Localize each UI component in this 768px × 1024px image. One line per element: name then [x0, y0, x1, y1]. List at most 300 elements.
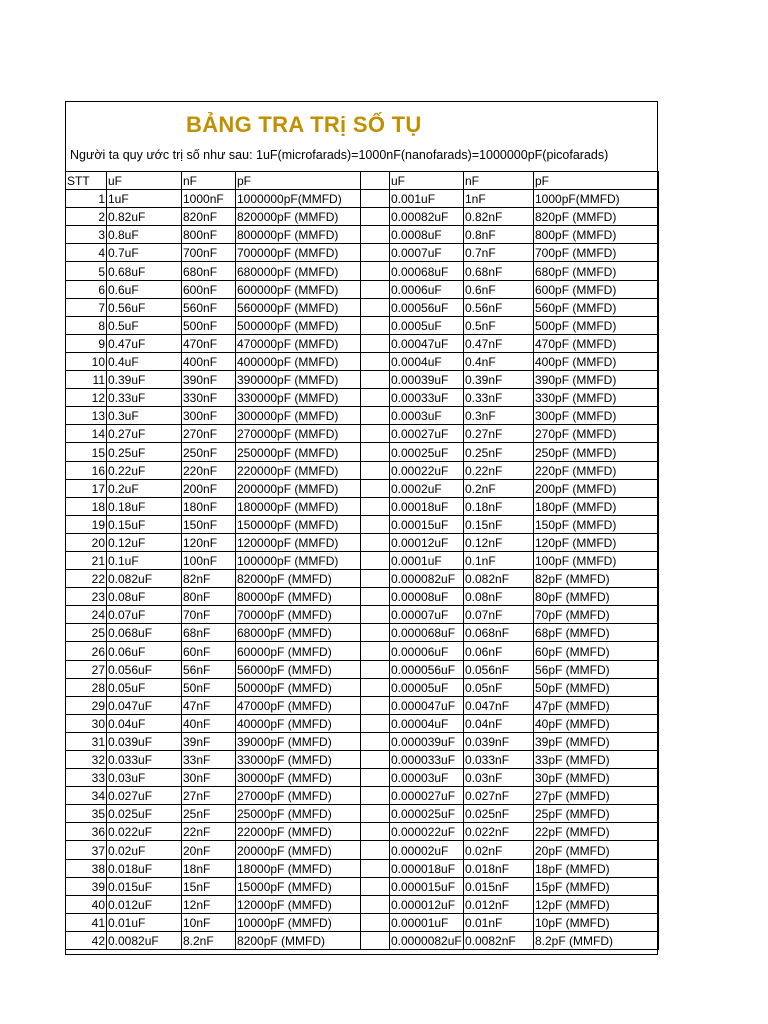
- cell-uf: 0.025uF: [107, 805, 182, 823]
- cell-pf-2: 30pF (MMFD): [534, 769, 659, 787]
- cell-pf-2: 180pF (MMFD): [534, 497, 659, 515]
- cell-stt: 14: [66, 425, 107, 443]
- cell-pf-2: 56pF (MMFD): [534, 660, 659, 678]
- table-row: [66, 859, 659, 877]
- cell-uf: 0.039uF: [107, 732, 182, 750]
- cell-stt: 27: [66, 660, 107, 678]
- cell-uf: 0.018uF: [107, 859, 182, 877]
- spacer-cell: [361, 769, 390, 787]
- cell-uf-2: 0.0005uF: [390, 316, 464, 334]
- cell-nf: 20nF: [182, 841, 236, 859]
- table-row: [66, 678, 659, 696]
- cell-uf: 1uF: [107, 190, 182, 208]
- cell-nf-2: 0.015nF: [464, 877, 534, 895]
- cell-pf-2: 15pF (MMFD): [534, 877, 659, 895]
- cell-pf-2: 10pF (MMFD): [534, 913, 659, 931]
- cell-pf: 50000pF (MMFD): [236, 678, 361, 696]
- cell-stt: 41: [66, 913, 107, 931]
- cell-uf: 0.022uF: [107, 823, 182, 841]
- cell-nf: 560nF: [182, 298, 236, 316]
- table-row: [66, 244, 659, 262]
- cell-pf: 560000pF (MMFD): [236, 298, 361, 316]
- spacer-cell: [361, 280, 390, 298]
- cell-stt: 33: [66, 769, 107, 787]
- table-row: [66, 624, 659, 642]
- cell-nf-2: 0.022nF: [464, 823, 534, 841]
- cell-nf: 220nF: [182, 461, 236, 479]
- table-header-row: [66, 172, 659, 190]
- cell-nf-2: 0.5nF: [464, 316, 534, 334]
- cell-pf: 120000pF (MMFD): [236, 533, 361, 551]
- cell-nf-2: 0.039nF: [464, 732, 534, 750]
- table-row: [66, 371, 659, 389]
- cell-pf: 56000pF (MMFD): [236, 660, 361, 678]
- cell-nf-2: 0.27nF: [464, 425, 534, 443]
- cell-pf-2: 560pF (MMFD): [534, 298, 659, 316]
- cell-pf: 8200pF (MMFD): [236, 931, 361, 949]
- table-row: [66, 732, 659, 750]
- cell-stt: 39: [66, 877, 107, 895]
- cell-uf-2: 0.00047uF: [390, 334, 464, 352]
- cell-pf-2: 100pF (MMFD): [534, 551, 659, 569]
- cell-nf-2: 0.047nF: [464, 696, 534, 714]
- cell-pf: 150000pF (MMFD): [236, 515, 361, 533]
- cell-uf: 0.082uF: [107, 570, 182, 588]
- table-row: [66, 823, 659, 841]
- cell-pf: 80000pF (MMFD): [236, 588, 361, 606]
- cell-pf: 10000pF (MMFD): [236, 913, 361, 931]
- cell-nf: 60nF: [182, 642, 236, 660]
- cell-pf-2: 120pF (MMFD): [534, 533, 659, 551]
- capacitor-table: [65, 171, 659, 950]
- cell-nf-2: 0.05nF: [464, 678, 534, 696]
- spacer-cell: [361, 533, 390, 551]
- cell-pf: 180000pF (MMFD): [236, 497, 361, 515]
- cell-uf-2: 0.00018uF: [390, 497, 464, 515]
- spacer-cell: [361, 190, 390, 208]
- cell-pf: 12000pF (MMFD): [236, 895, 361, 913]
- cell-nf-2: 0.033nF: [464, 751, 534, 769]
- cell-pf-2: 390pF (MMFD): [534, 371, 659, 389]
- table-row: [66, 606, 659, 624]
- cell-nf: 27nF: [182, 787, 236, 805]
- cell-stt: 4: [66, 244, 107, 262]
- cell-pf: 680000pF (MMFD): [236, 262, 361, 280]
- cell-pf-2: 680pF (MMFD): [534, 262, 659, 280]
- cell-uf: 0.8uF: [107, 226, 182, 244]
- cell-uf: 0.47uF: [107, 334, 182, 352]
- page-title: BẢNG TRA TRị SỐ TỤ: [186, 112, 422, 137]
- cell-uf: 0.08uF: [107, 588, 182, 606]
- cell-stt: 18: [66, 497, 107, 515]
- cell-pf-2: 82pF (MMFD): [534, 570, 659, 588]
- cell-stt: 38: [66, 859, 107, 877]
- cell-uf: 0.05uF: [107, 678, 182, 696]
- cell-pf-2: 700pF (MMFD): [534, 244, 659, 262]
- cell-uf-2: 0.00002uF: [390, 841, 464, 859]
- cell-pf: 68000pF (MMFD): [236, 624, 361, 642]
- cell-uf-2: 0.00082uF: [390, 208, 464, 226]
- table-row: [66, 407, 659, 425]
- cell-pf: 33000pF (MMFD): [236, 751, 361, 769]
- cell-uf-2: 0.000047uF: [390, 696, 464, 714]
- cell-nf: 270nF: [182, 425, 236, 443]
- cell-nf-2: 0.04nF: [464, 714, 534, 732]
- cell-stt: 11: [66, 371, 107, 389]
- cell-uf: 0.0082uF: [107, 931, 182, 949]
- cell-uf-2: 0.000056uF: [390, 660, 464, 678]
- cell-uf: 0.82uF: [107, 208, 182, 226]
- cell-uf-2: 0.00004uF: [390, 714, 464, 732]
- header-stt: STT: [66, 172, 107, 190]
- cell-uf: 0.068uF: [107, 624, 182, 642]
- cell-nf: 22nF: [182, 823, 236, 841]
- cell-uf-2: 0.0006uF: [390, 280, 464, 298]
- cell-nf: 180nF: [182, 497, 236, 515]
- cell-pf: 470000pF (MMFD): [236, 334, 361, 352]
- spacer-cell: [361, 751, 390, 769]
- cell-pf-2: 470pF (MMFD): [534, 334, 659, 352]
- cell-uf-2: 0.000012uF: [390, 895, 464, 913]
- cell-pf-2: 250pF (MMFD): [534, 443, 659, 461]
- cell-stt: 25: [66, 624, 107, 642]
- cell-pf-2: 800pF (MMFD): [534, 226, 659, 244]
- cell-nf-2: 0.1nF: [464, 551, 534, 569]
- cell-uf: 0.6uF: [107, 280, 182, 298]
- cell-uf-2: 0.00005uF: [390, 678, 464, 696]
- cell-stt: 17: [66, 479, 107, 497]
- cell-uf-2: 0.0001uF: [390, 551, 464, 569]
- cell-uf-2: 0.00022uF: [390, 461, 464, 479]
- cell-stt: 5: [66, 262, 107, 280]
- cell-nf-2: 0.01nF: [464, 913, 534, 931]
- spacer-cell: [361, 913, 390, 931]
- cell-nf-2: 0.39nF: [464, 371, 534, 389]
- cell-pf-2: 33pF (MMFD): [534, 751, 659, 769]
- cell-uf: 0.01uF: [107, 913, 182, 931]
- cell-stt: 36: [66, 823, 107, 841]
- spacer-cell: [361, 244, 390, 262]
- spacer-cell: [361, 208, 390, 226]
- cell-uf: 0.5uF: [107, 316, 182, 334]
- spacer-cell: [361, 443, 390, 461]
- cell-nf-2: 0.56nF: [464, 298, 534, 316]
- cell-nf-2: 0.33nF: [464, 389, 534, 407]
- cell-stt: 8: [66, 316, 107, 334]
- cell-nf: 400nF: [182, 352, 236, 370]
- cell-nf-2: 0.056nF: [464, 660, 534, 678]
- cell-nf: 70nF: [182, 606, 236, 624]
- cell-nf-2: 0.68nF: [464, 262, 534, 280]
- cell-stt: 31: [66, 732, 107, 750]
- cell-uf: 0.012uF: [107, 895, 182, 913]
- cell-pf: 25000pF (MMFD): [236, 805, 361, 823]
- cell-pf: 47000pF (MMFD): [236, 696, 361, 714]
- cell-pf: 20000pF (MMFD): [236, 841, 361, 859]
- cell-pf: 820000pF (MMFD): [236, 208, 361, 226]
- spacer-cell: [361, 389, 390, 407]
- cell-pf-2: 600pF (MMFD): [534, 280, 659, 298]
- cell-uf: 0.39uF: [107, 371, 182, 389]
- cell-pf: 27000pF (MMFD): [236, 787, 361, 805]
- table-row: [66, 515, 659, 533]
- table-row: [66, 805, 659, 823]
- table-row: [66, 787, 659, 805]
- table-row: [66, 660, 659, 678]
- cell-stt: 28: [66, 678, 107, 696]
- cell-pf: 100000pF (MMFD): [236, 551, 361, 569]
- cell-uf-2: 0.000027uF: [390, 787, 464, 805]
- cell-uf-2: 0.000022uF: [390, 823, 464, 841]
- cell-pf-2: 300pF (MMFD): [534, 407, 659, 425]
- spacer-cell: [361, 732, 390, 750]
- cell-pf: 800000pF (MMFD): [236, 226, 361, 244]
- table-row: [66, 551, 659, 569]
- cell-uf: 0.25uF: [107, 443, 182, 461]
- spacer-cell: [361, 172, 390, 190]
- cell-stt: 21: [66, 551, 107, 569]
- cell-pf: 220000pF (MMFD): [236, 461, 361, 479]
- cell-pf: 1000000pF(MMFD): [236, 190, 361, 208]
- cell-pf: 250000pF (MMFD): [236, 443, 361, 461]
- cell-stt: 2: [66, 208, 107, 226]
- cell-uf-2: 0.00025uF: [390, 443, 464, 461]
- header-nf: nF: [182, 172, 236, 190]
- table-row: [66, 316, 659, 334]
- cell-pf-2: 330pF (MMFD): [534, 389, 659, 407]
- cell-nf: 30nF: [182, 769, 236, 787]
- cell-pf-2: 80pF (MMFD): [534, 588, 659, 606]
- cell-pf: 15000pF (MMFD): [236, 877, 361, 895]
- spacer-cell: [361, 479, 390, 497]
- table-row: [66, 334, 659, 352]
- cell-uf-2: 0.00007uF: [390, 606, 464, 624]
- cell-pf-2: 12pF (MMFD): [534, 895, 659, 913]
- cell-uf-2: 0.0002uF: [390, 479, 464, 497]
- cell-pf: 400000pF (MMFD): [236, 352, 361, 370]
- table-row: [66, 208, 659, 226]
- cell-nf: 82nF: [182, 570, 236, 588]
- table-row: [66, 389, 659, 407]
- spacer-cell: [361, 624, 390, 642]
- cell-nf-2: 0.025nF: [464, 805, 534, 823]
- cell-nf-2: 0.25nF: [464, 443, 534, 461]
- spacer-cell: [361, 606, 390, 624]
- spacer-cell: [361, 407, 390, 425]
- cell-pf-2: 8.2pF (MMFD): [534, 931, 659, 949]
- table-row: [66, 588, 659, 606]
- spacer-cell: [361, 787, 390, 805]
- cell-uf-2: 0.00068uF: [390, 262, 464, 280]
- cell-stt: 42: [66, 931, 107, 949]
- cell-pf-2: 25pF (MMFD): [534, 805, 659, 823]
- cell-stt: 40: [66, 895, 107, 913]
- cell-nf: 39nF: [182, 732, 236, 750]
- cell-nf-2: 0.027nF: [464, 787, 534, 805]
- table-row: [66, 642, 659, 660]
- cell-nf: 50nF: [182, 678, 236, 696]
- cell-pf: 330000pF (MMFD): [236, 389, 361, 407]
- cell-pf-2: 40pF (MMFD): [534, 714, 659, 732]
- spacer-cell: [361, 461, 390, 479]
- cell-uf-2: 0.0003uF: [390, 407, 464, 425]
- table-row: [66, 877, 659, 895]
- cell-nf: 470nF: [182, 334, 236, 352]
- cell-uf-2: 0.000033uF: [390, 751, 464, 769]
- cell-nf: 40nF: [182, 714, 236, 732]
- cell-nf: 300nF: [182, 407, 236, 425]
- header-pf-2: pF: [534, 172, 659, 190]
- table-row: [66, 497, 659, 515]
- cell-uf-2: 0.00006uF: [390, 642, 464, 660]
- cell-pf-2: 60pF (MMFD): [534, 642, 659, 660]
- spacer-cell: [361, 805, 390, 823]
- cell-pf-2: 27pF (MMFD): [534, 787, 659, 805]
- cell-uf: 0.027uF: [107, 787, 182, 805]
- cell-stt: 34: [66, 787, 107, 805]
- cell-stt: 20: [66, 533, 107, 551]
- cell-uf: 0.22uF: [107, 461, 182, 479]
- cell-stt: 12: [66, 389, 107, 407]
- spacer-cell: [361, 570, 390, 588]
- cell-uf-2: 0.00012uF: [390, 533, 464, 551]
- cell-stt: 13: [66, 407, 107, 425]
- spacer-cell: [361, 515, 390, 533]
- conversion-note: Người ta quy ước trị số như sau: 1uF(microfarads)=1000nF(nanofarads)=1000000pF(picofarads): [70, 148, 609, 162]
- cell-stt: 29: [66, 696, 107, 714]
- cell-nf: 200nF: [182, 479, 236, 497]
- cell-nf-2: 0.0082nF: [464, 931, 534, 949]
- cell-uf: 0.1uF: [107, 551, 182, 569]
- cell-stt: 16: [66, 461, 107, 479]
- spacer-cell: [361, 841, 390, 859]
- cell-pf-2: 150pF (MMFD): [534, 515, 659, 533]
- cell-pf-2: 200pF (MMFD): [534, 479, 659, 497]
- cell-stt: 19: [66, 515, 107, 533]
- spacer-cell: [361, 895, 390, 913]
- cell-pf: 200000pF (MMFD): [236, 479, 361, 497]
- cell-pf-2: 47pF (MMFD): [534, 696, 659, 714]
- cell-nf: 150nF: [182, 515, 236, 533]
- cell-pf-2: 68pF (MMFD): [534, 624, 659, 642]
- table-row: [66, 298, 659, 316]
- cell-stt: 3: [66, 226, 107, 244]
- spacer-cell: [361, 551, 390, 569]
- header-pf: pF: [236, 172, 361, 190]
- spacer-cell: [361, 497, 390, 515]
- table-row: [66, 696, 659, 714]
- cell-nf-2: 0.2nF: [464, 479, 534, 497]
- cell-uf-2: 0.000068uF: [390, 624, 464, 642]
- cell-stt: 6: [66, 280, 107, 298]
- cell-nf: 800nF: [182, 226, 236, 244]
- cell-pf-2: 39pF (MMFD): [534, 732, 659, 750]
- cell-nf-2: 0.6nF: [464, 280, 534, 298]
- cell-pf-2: 500pF (MMFD): [534, 316, 659, 334]
- cell-pf-2: 820pF (MMFD): [534, 208, 659, 226]
- table-row: [66, 841, 659, 859]
- cell-uf: 0.33uF: [107, 389, 182, 407]
- cell-pf: 18000pF (MMFD): [236, 859, 361, 877]
- cell-uf-2: 0.0008uF: [390, 226, 464, 244]
- cell-uf: 0.06uF: [107, 642, 182, 660]
- cell-nf-2: 0.18nF: [464, 497, 534, 515]
- cell-stt: 22: [66, 570, 107, 588]
- cell-nf: 15nF: [182, 877, 236, 895]
- table-row: [66, 226, 659, 244]
- cell-stt: 1: [66, 190, 107, 208]
- cell-uf-2: 0.000025uF: [390, 805, 464, 823]
- cell-nf: 47nF: [182, 696, 236, 714]
- cell-pf: 30000pF (MMFD): [236, 769, 361, 787]
- cell-nf: 680nF: [182, 262, 236, 280]
- spacer-cell: [361, 859, 390, 877]
- cell-nf-2: 0.7nF: [464, 244, 534, 262]
- cell-uf-2: 0.00056uF: [390, 298, 464, 316]
- cell-uf: 0.015uF: [107, 877, 182, 895]
- cell-nf-2: 0.08nF: [464, 588, 534, 606]
- cell-nf-2: 0.082nF: [464, 570, 534, 588]
- cell-uf-2: 0.00015uF: [390, 515, 464, 533]
- cell-uf-2: 0.00003uF: [390, 769, 464, 787]
- header-nf-2: nF: [464, 172, 534, 190]
- cell-uf-2: 0.0007uF: [390, 244, 464, 262]
- cell-stt: 35: [66, 805, 107, 823]
- cell-pf-2: 18pF (MMFD): [534, 859, 659, 877]
- cell-pf-2: 220pF (MMFD): [534, 461, 659, 479]
- cell-uf: 0.03uF: [107, 769, 182, 787]
- cell-stt: 15: [66, 443, 107, 461]
- table-row: [66, 931, 659, 949]
- cell-nf: 100nF: [182, 551, 236, 569]
- table-row: [66, 479, 659, 497]
- cell-uf-2: 0.0000082uF: [390, 931, 464, 949]
- spacer-cell: [361, 371, 390, 389]
- spacer-cell: [361, 660, 390, 678]
- cell-pf: 700000pF (MMFD): [236, 244, 361, 262]
- cell-nf-2: 0.4nF: [464, 352, 534, 370]
- cell-nf-2: 0.8nF: [464, 226, 534, 244]
- cell-pf: 60000pF (MMFD): [236, 642, 361, 660]
- table-row: [66, 190, 659, 208]
- cell-nf: 820nF: [182, 208, 236, 226]
- table-row: [66, 352, 659, 370]
- cell-pf-2: 400pF (MMFD): [534, 352, 659, 370]
- cell-nf: 18nF: [182, 859, 236, 877]
- cell-uf-2: 0.00033uF: [390, 389, 464, 407]
- spacer-cell: [361, 877, 390, 895]
- header-uf-2: uF: [390, 172, 464, 190]
- cell-uf-2: 0.000018uF: [390, 859, 464, 877]
- cell-nf-2: 0.3nF: [464, 407, 534, 425]
- cell-nf-2: 0.02nF: [464, 841, 534, 859]
- cell-uf-2: 0.00008uF: [390, 588, 464, 606]
- cell-nf-2: 0.22nF: [464, 461, 534, 479]
- cell-pf-2: 20pF (MMFD): [534, 841, 659, 859]
- cell-uf-2: 0.00039uF: [390, 371, 464, 389]
- capacitor-value-sheet: [65, 101, 658, 955]
- cell-uf-2: 0.000082uF: [390, 570, 464, 588]
- spacer-cell: [361, 352, 390, 370]
- cell-stt: 10: [66, 352, 107, 370]
- cell-pf: 39000pF (MMFD): [236, 732, 361, 750]
- cell-pf-2: 50pF (MMFD): [534, 678, 659, 696]
- cell-pf: 270000pF (MMFD): [236, 425, 361, 443]
- cell-uf-2: 0.00001uF: [390, 913, 464, 931]
- spacer-cell: [361, 316, 390, 334]
- cell-nf: 330nF: [182, 389, 236, 407]
- cell-nf-2: 0.82nF: [464, 208, 534, 226]
